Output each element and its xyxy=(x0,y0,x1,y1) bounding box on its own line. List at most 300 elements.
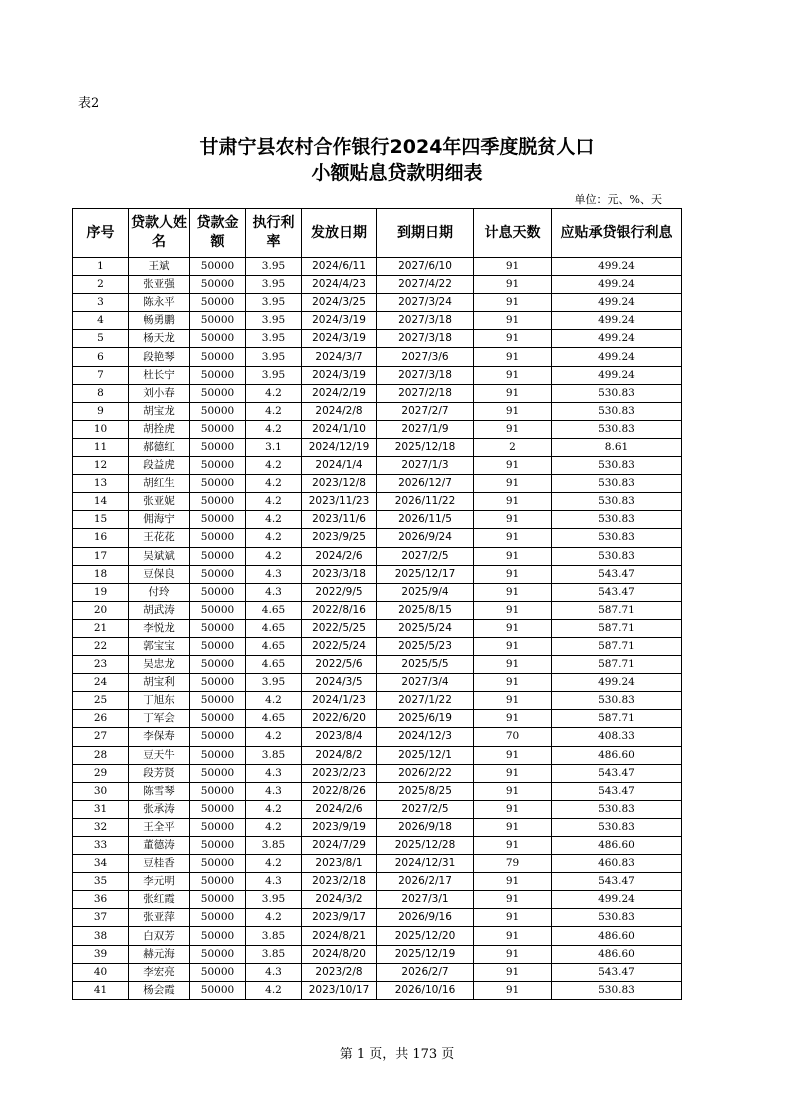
table-row xyxy=(73,457,682,475)
cell-name: 王花花 xyxy=(129,529,190,547)
header-due-date: 到期日期 xyxy=(377,209,474,258)
cell-name: 吴斌斌 xyxy=(129,547,190,565)
cell-issue-date: 2024/6/11 xyxy=(302,258,377,276)
cell-name: 胡红生 xyxy=(129,475,190,493)
table-row xyxy=(73,692,682,710)
cell-issue-date: 2022/9/5 xyxy=(302,583,377,601)
cell-interest: 587.71 xyxy=(552,601,682,619)
cell-no: 20 xyxy=(73,601,129,619)
cell-amount: 50000 xyxy=(190,402,246,420)
cell-no: 32 xyxy=(73,818,129,836)
header-interest: 应贴承贷银行利息 xyxy=(552,209,682,258)
cell-name: 张亚妮 xyxy=(129,493,190,511)
header-issue-date: 发放日期 xyxy=(302,209,377,258)
cell-rate: 4.2 xyxy=(246,981,302,999)
cell-due-date: 2025/12/1 xyxy=(377,746,474,764)
cell-interest: 530.83 xyxy=(552,818,682,836)
cell-name: 赫元海 xyxy=(129,945,190,963)
cell-rate: 4.3 xyxy=(246,782,302,800)
cell-no: 24 xyxy=(73,674,129,692)
cell-name: 杜长宁 xyxy=(129,366,190,384)
cell-interest: 499.24 xyxy=(552,674,682,692)
cell-interest: 530.83 xyxy=(552,420,682,438)
cell-amount: 50000 xyxy=(190,384,246,402)
table-row xyxy=(73,891,682,909)
cell-name: 杨天龙 xyxy=(129,330,190,348)
header-amount: 贷款金额 xyxy=(190,209,246,258)
cell-rate: 3.95 xyxy=(246,348,302,366)
cell-due-date: 2025/12/20 xyxy=(377,927,474,945)
cell-days: 91 xyxy=(474,981,552,999)
cell-rate: 4.2 xyxy=(246,402,302,420)
cell-interest: 499.24 xyxy=(552,891,682,909)
cell-rate: 4.65 xyxy=(246,601,302,619)
cell-amount: 50000 xyxy=(190,547,246,565)
cell-name: 胡武涛 xyxy=(129,601,190,619)
cell-interest: 543.47 xyxy=(552,963,682,981)
cell-name: 王斌 xyxy=(129,258,190,276)
cell-amount: 50000 xyxy=(190,258,246,276)
cell-interest: 530.83 xyxy=(552,457,682,475)
cell-rate: 3.95 xyxy=(246,891,302,909)
cell-due-date: 2025/9/4 xyxy=(377,583,474,601)
cell-rate: 4.2 xyxy=(246,420,302,438)
table-row xyxy=(73,475,682,493)
cell-interest: 587.71 xyxy=(552,710,682,728)
table-row xyxy=(73,818,682,836)
cell-issue-date: 2024/8/2 xyxy=(302,746,377,764)
table-row xyxy=(73,909,682,927)
cell-due-date: 2027/3/1 xyxy=(377,891,474,909)
cell-no: 7 xyxy=(73,366,129,384)
cell-interest: 530.83 xyxy=(552,384,682,402)
cell-days: 91 xyxy=(474,294,552,312)
cell-due-date: 2026/12/7 xyxy=(377,475,474,493)
cell-issue-date: 2024/3/25 xyxy=(302,294,377,312)
cell-issue-date: 2023/8/4 xyxy=(302,728,377,746)
header-no: 序号 xyxy=(73,209,129,258)
table-row xyxy=(73,963,682,981)
cell-interest: 499.24 xyxy=(552,348,682,366)
cell-no: 11 xyxy=(73,438,129,456)
cell-interest: 530.83 xyxy=(552,475,682,493)
cell-amount: 50000 xyxy=(190,692,246,710)
cell-amount: 50000 xyxy=(190,909,246,927)
cell-name: 郝德红 xyxy=(129,438,190,456)
cell-issue-date: 2022/8/26 xyxy=(302,782,377,800)
cell-issue-date: 2024/3/19 xyxy=(302,366,377,384)
cell-due-date: 2027/4/22 xyxy=(377,276,474,294)
cell-days: 91 xyxy=(474,475,552,493)
cell-interest: 543.47 xyxy=(552,764,682,782)
cell-due-date: 2025/5/24 xyxy=(377,619,474,637)
table-row xyxy=(73,728,682,746)
cell-days: 91 xyxy=(474,945,552,963)
cell-name: 张承涛 xyxy=(129,800,190,818)
cell-due-date: 2026/9/18 xyxy=(377,818,474,836)
cell-name: 李宏亮 xyxy=(129,963,190,981)
table-row xyxy=(73,710,682,728)
cell-days: 91 xyxy=(474,258,552,276)
cell-name: 豆保良 xyxy=(129,565,190,583)
cell-interest: 486.60 xyxy=(552,746,682,764)
cell-amount: 50000 xyxy=(190,800,246,818)
cell-interest: 499.24 xyxy=(552,312,682,330)
table-row xyxy=(73,981,682,999)
cell-amount: 50000 xyxy=(190,656,246,674)
cell-rate: 4.3 xyxy=(246,565,302,583)
cell-amount: 50000 xyxy=(190,981,246,999)
cell-name: 张亚强 xyxy=(129,276,190,294)
table-row xyxy=(73,855,682,873)
cell-issue-date: 2022/5/24 xyxy=(302,637,377,655)
cell-no: 41 xyxy=(73,981,129,999)
cell-due-date: 2027/3/18 xyxy=(377,312,474,330)
table-row xyxy=(73,312,682,330)
table-row xyxy=(73,746,682,764)
cell-due-date: 2026/2/22 xyxy=(377,764,474,782)
cell-amount: 50000 xyxy=(190,837,246,855)
table-row xyxy=(73,511,682,529)
table-row xyxy=(73,583,682,601)
cell-due-date: 2026/10/16 xyxy=(377,981,474,999)
cell-interest: 499.24 xyxy=(552,294,682,312)
cell-amount: 50000 xyxy=(190,945,246,963)
cell-amount: 50000 xyxy=(190,619,246,637)
cell-rate: 3.95 xyxy=(246,294,302,312)
cell-issue-date: 2023/8/1 xyxy=(302,855,377,873)
cell-rate: 3.1 xyxy=(246,438,302,456)
cell-name: 李保寿 xyxy=(129,728,190,746)
table-row xyxy=(73,927,682,945)
cell-interest: 408.33 xyxy=(552,728,682,746)
cell-days: 91 xyxy=(474,511,552,529)
table-row xyxy=(73,656,682,674)
cell-no: 5 xyxy=(73,330,129,348)
cell-due-date: 2027/6/10 xyxy=(377,258,474,276)
cell-name: 胡宝龙 xyxy=(129,402,190,420)
table-row xyxy=(73,637,682,655)
cell-no: 36 xyxy=(73,891,129,909)
cell-days: 91 xyxy=(474,800,552,818)
cell-due-date: 2025/5/23 xyxy=(377,637,474,655)
header-name: 贷款人姓名 xyxy=(129,209,190,258)
cell-rate: 4.2 xyxy=(246,511,302,529)
cell-interest: 499.24 xyxy=(552,330,682,348)
cell-amount: 50000 xyxy=(190,330,246,348)
header-row xyxy=(73,209,682,258)
cell-name: 陈雪琴 xyxy=(129,782,190,800)
cell-interest: 587.71 xyxy=(552,637,682,655)
cell-rate: 3.95 xyxy=(246,312,302,330)
cell-rate: 3.95 xyxy=(246,330,302,348)
cell-name: 佣海宁 xyxy=(129,511,190,529)
cell-amount: 50000 xyxy=(190,438,246,456)
cell-amount: 50000 xyxy=(190,601,246,619)
cell-amount: 50000 xyxy=(190,927,246,945)
cell-name: 张亚萍 xyxy=(129,909,190,927)
cell-name: 胡宝利 xyxy=(129,674,190,692)
cell-no: 1 xyxy=(73,258,129,276)
cell-interest: 460.83 xyxy=(552,855,682,873)
cell-interest: 543.47 xyxy=(552,782,682,800)
cell-no: 2 xyxy=(73,276,129,294)
cell-no: 16 xyxy=(73,529,129,547)
cell-due-date: 2027/3/18 xyxy=(377,366,474,384)
table-row xyxy=(73,873,682,891)
cell-interest: 530.83 xyxy=(552,529,682,547)
cell-amount: 50000 xyxy=(190,710,246,728)
cell-no: 39 xyxy=(73,945,129,963)
cell-name: 李悦龙 xyxy=(129,619,190,637)
cell-days: 91 xyxy=(474,348,552,366)
cell-interest: 530.83 xyxy=(552,981,682,999)
cell-rate: 3.85 xyxy=(246,945,302,963)
cell-days: 91 xyxy=(474,637,552,655)
cell-issue-date: 2023/11/6 xyxy=(302,511,377,529)
cell-no: 29 xyxy=(73,764,129,782)
cell-days: 91 xyxy=(474,656,552,674)
cell-issue-date: 2024/4/23 xyxy=(302,276,377,294)
cell-days: 91 xyxy=(474,927,552,945)
cell-name: 畅勇鹏 xyxy=(129,312,190,330)
cell-no: 27 xyxy=(73,728,129,746)
cell-name: 杨会霞 xyxy=(129,981,190,999)
cell-rate: 4.3 xyxy=(246,963,302,981)
table-row xyxy=(73,276,682,294)
cell-issue-date: 2023/12/8 xyxy=(302,475,377,493)
cell-no: 33 xyxy=(73,837,129,855)
cell-name: 张红霞 xyxy=(129,891,190,909)
cell-due-date: 2026/2/7 xyxy=(377,963,474,981)
cell-due-date: 2026/9/16 xyxy=(377,909,474,927)
cell-no: 10 xyxy=(73,420,129,438)
cell-amount: 50000 xyxy=(190,963,246,981)
cell-days: 91 xyxy=(474,746,552,764)
cell-amount: 50000 xyxy=(190,366,246,384)
cell-name: 白双芳 xyxy=(129,927,190,945)
cell-due-date: 2027/3/4 xyxy=(377,674,474,692)
cell-interest: 530.83 xyxy=(552,909,682,927)
cell-rate: 3.85 xyxy=(246,746,302,764)
table-row xyxy=(73,330,682,348)
cell-days: 91 xyxy=(474,692,552,710)
cell-rate: 4.2 xyxy=(246,800,302,818)
cell-name: 豆桂香 xyxy=(129,855,190,873)
page-subtitle: 小额贴息贷款明细表 xyxy=(311,162,483,184)
cell-days: 91 xyxy=(474,384,552,402)
cell-rate: 4.65 xyxy=(246,637,302,655)
cell-amount: 50000 xyxy=(190,583,246,601)
cell-rate: 4.3 xyxy=(246,873,302,891)
cell-name: 李元明 xyxy=(129,873,190,891)
cell-name: 丁旭东 xyxy=(129,692,190,710)
cell-due-date: 2027/2/5 xyxy=(377,547,474,565)
cell-issue-date: 2024/3/5 xyxy=(302,674,377,692)
cell-name: 吴忠龙 xyxy=(129,656,190,674)
cell-amount: 50000 xyxy=(190,529,246,547)
cell-due-date: 2026/11/22 xyxy=(377,493,474,511)
cell-days: 91 xyxy=(474,330,552,348)
cell-days: 2 xyxy=(474,438,552,456)
cell-issue-date: 2024/2/8 xyxy=(302,402,377,420)
cell-amount: 50000 xyxy=(190,764,246,782)
cell-issue-date: 2022/8/16 xyxy=(302,601,377,619)
table-row xyxy=(73,782,682,800)
cell-rate: 4.2 xyxy=(246,475,302,493)
cell-rate: 4.3 xyxy=(246,764,302,782)
cell-interest: 499.24 xyxy=(552,366,682,384)
cell-interest: 543.47 xyxy=(552,873,682,891)
cell-interest: 587.71 xyxy=(552,619,682,637)
table-row xyxy=(73,619,682,637)
cell-days: 91 xyxy=(474,457,552,475)
cell-name: 胡拴虎 xyxy=(129,420,190,438)
cell-issue-date: 2022/6/20 xyxy=(302,710,377,728)
table-row xyxy=(73,764,682,782)
cell-days: 91 xyxy=(474,710,552,728)
cell-days: 91 xyxy=(474,402,552,420)
unit-note: 单位：元、%、天 xyxy=(574,193,662,206)
cell-amount: 50000 xyxy=(190,674,246,692)
cell-no: 34 xyxy=(73,855,129,873)
cell-days: 91 xyxy=(474,366,552,384)
cell-no: 8 xyxy=(73,384,129,402)
cell-days: 91 xyxy=(474,963,552,981)
cell-no: 3 xyxy=(73,294,129,312)
cell-due-date: 2025/12/18 xyxy=(377,438,474,456)
cell-interest: 530.83 xyxy=(552,547,682,565)
cell-interest: 499.24 xyxy=(552,276,682,294)
table-row xyxy=(73,493,682,511)
cell-due-date: 2027/2/18 xyxy=(377,384,474,402)
cell-name: 王全平 xyxy=(129,818,190,836)
cell-issue-date: 2024/2/6 xyxy=(302,800,377,818)
cell-due-date: 2025/8/15 xyxy=(377,601,474,619)
cell-amount: 50000 xyxy=(190,457,246,475)
cell-days: 91 xyxy=(474,782,552,800)
cell-days: 91 xyxy=(474,529,552,547)
cell-rate: 4.2 xyxy=(246,457,302,475)
cell-due-date: 2025/5/5 xyxy=(377,656,474,674)
table-row xyxy=(73,945,682,963)
cell-rate: 4.65 xyxy=(246,619,302,637)
cell-name: 段益虎 xyxy=(129,457,190,475)
cell-rate: 3.95 xyxy=(246,674,302,692)
cell-days: 91 xyxy=(474,764,552,782)
cell-interest: 530.83 xyxy=(552,493,682,511)
cell-name: 付玲 xyxy=(129,583,190,601)
cell-issue-date: 2024/3/7 xyxy=(302,348,377,366)
loan-detail-table xyxy=(72,208,682,1000)
cell-due-date: 2026/11/5 xyxy=(377,511,474,529)
cell-no: 13 xyxy=(73,475,129,493)
cell-rate: 4.2 xyxy=(246,818,302,836)
cell-interest: 8.61 xyxy=(552,438,682,456)
cell-days: 91 xyxy=(474,873,552,891)
cell-amount: 50000 xyxy=(190,493,246,511)
cell-issue-date: 2024/2/19 xyxy=(302,384,377,402)
cell-no: 30 xyxy=(73,782,129,800)
cell-issue-date: 2024/12/19 xyxy=(302,438,377,456)
cell-issue-date: 2023/2/18 xyxy=(302,873,377,891)
cell-rate: 3.95 xyxy=(246,258,302,276)
cell-issue-date: 2024/3/19 xyxy=(302,312,377,330)
cell-name: 陈永平 xyxy=(129,294,190,312)
table-row xyxy=(73,547,682,565)
cell-interest: 530.83 xyxy=(552,511,682,529)
cell-due-date: 2027/1/3 xyxy=(377,457,474,475)
cell-no: 23 xyxy=(73,656,129,674)
cell-no: 22 xyxy=(73,637,129,655)
table-row xyxy=(73,601,682,619)
cell-due-date: 2027/3/24 xyxy=(377,294,474,312)
cell-no: 25 xyxy=(73,692,129,710)
cell-no: 15 xyxy=(73,511,129,529)
cell-days: 91 xyxy=(474,565,552,583)
cell-issue-date: 2022/5/25 xyxy=(302,619,377,637)
header-days: 计息天数 xyxy=(474,209,552,258)
cell-no: 35 xyxy=(73,873,129,891)
cell-no: 17 xyxy=(73,547,129,565)
cell-amount: 50000 xyxy=(190,312,246,330)
cell-rate: 4.2 xyxy=(246,692,302,710)
cell-amount: 50000 xyxy=(190,420,246,438)
cell-issue-date: 2024/7/29 xyxy=(302,837,377,855)
table-row xyxy=(73,438,682,456)
cell-days: 91 xyxy=(474,312,552,330)
cell-due-date: 2027/2/5 xyxy=(377,800,474,818)
cell-amount: 50000 xyxy=(190,294,246,312)
cell-amount: 50000 xyxy=(190,565,246,583)
table-row xyxy=(73,674,682,692)
cell-interest: 530.83 xyxy=(552,402,682,420)
cell-name: 郭宝宝 xyxy=(129,637,190,655)
cell-no: 37 xyxy=(73,909,129,927)
cell-interest: 486.60 xyxy=(552,927,682,945)
cell-no: 19 xyxy=(73,583,129,601)
cell-days: 91 xyxy=(474,547,552,565)
cell-no: 21 xyxy=(73,619,129,637)
table-row xyxy=(73,420,682,438)
table-row xyxy=(73,402,682,420)
cell-no: 4 xyxy=(73,312,129,330)
cell-no: 12 xyxy=(73,457,129,475)
cell-rate: 4.65 xyxy=(246,710,302,728)
table-row xyxy=(73,529,682,547)
table-row xyxy=(73,294,682,312)
cell-due-date: 2025/8/25 xyxy=(377,782,474,800)
cell-due-date: 2025/12/19 xyxy=(377,945,474,963)
cell-due-date: 2025/12/28 xyxy=(377,837,474,855)
cell-due-date: 2024/12/3 xyxy=(377,728,474,746)
cell-due-date: 2027/3/18 xyxy=(377,330,474,348)
cell-days: 70 xyxy=(474,728,552,746)
cell-rate: 4.2 xyxy=(246,909,302,927)
table-tag: 表2 xyxy=(78,96,100,111)
cell-rate: 4.3 xyxy=(246,583,302,601)
cell-days: 91 xyxy=(474,493,552,511)
cell-rate: 4.65 xyxy=(246,656,302,674)
cell-days: 91 xyxy=(474,601,552,619)
cell-interest: 543.47 xyxy=(552,565,682,583)
cell-due-date: 2025/12/17 xyxy=(377,565,474,583)
cell-name: 段艳琴 xyxy=(129,348,190,366)
cell-amount: 50000 xyxy=(190,475,246,493)
cell-name: 丁军会 xyxy=(129,710,190,728)
cell-days: 91 xyxy=(474,891,552,909)
table-row xyxy=(73,800,682,818)
